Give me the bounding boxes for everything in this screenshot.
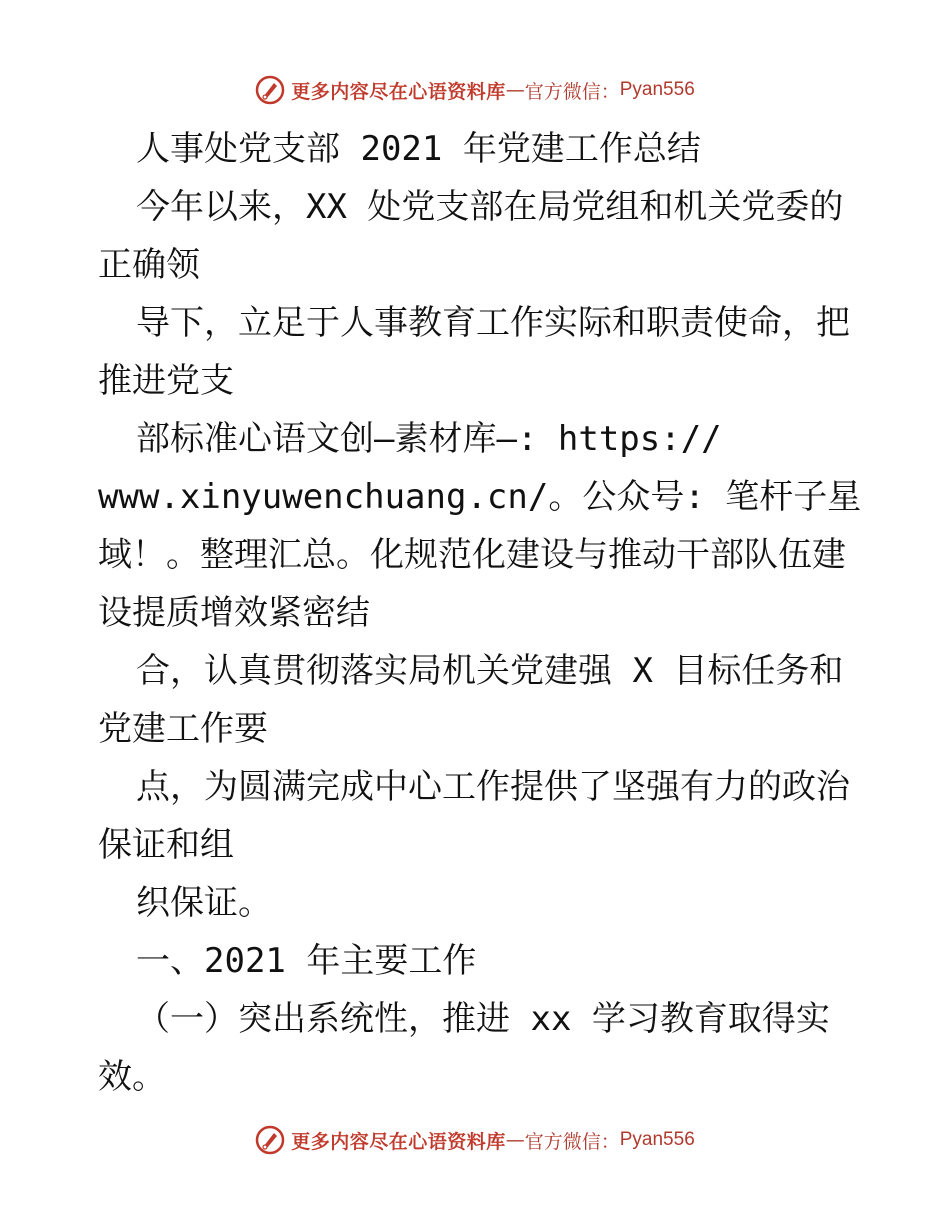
banner-brand-text: 更多内容尽在心语资料库 xyxy=(291,80,506,103)
text-line: 部标准心语文创—素材库—: https:// xyxy=(136,419,722,459)
text-line: 域！。整理汇总。化规范化建设与推动干部队伍建 xyxy=(98,535,846,575)
banner-wechat-handle: Pyan556 xyxy=(619,79,695,100)
banner-separator: — xyxy=(505,79,525,101)
text-line: 合，认真贯彻落实局机关党建强 X 目标任务和 xyxy=(136,651,844,691)
banner-wechat-handle: Pyan556 xyxy=(619,1129,695,1150)
text-line: www.xinyuwenchuang.cn/。公众号: 笔杆子星 xyxy=(98,477,862,517)
text-line: 导下，立足于人事教育工作实际和职责使命，把 xyxy=(136,303,850,343)
document-body xyxy=(98,120,862,1106)
text-line: 正确领 xyxy=(98,245,200,285)
banner-contact-label: 官方微信： xyxy=(524,1130,620,1153)
footer-banner xyxy=(0,1120,950,1160)
text-line: 设提质增效紧密结 xyxy=(98,593,370,633)
text-line: 点，为圆满完成中心工作提供了坚强有力的政治 xyxy=(136,767,850,807)
text-line: 织保证。 xyxy=(136,883,272,923)
header-banner xyxy=(0,70,950,110)
text-line: 一、2021 年主要工作 xyxy=(136,941,477,981)
text-line: 保证和组 xyxy=(98,825,234,865)
text-line: （一）突出系统性，推进 xx 学习教育取得实 xyxy=(136,999,830,1039)
banner-separator: — xyxy=(505,1129,525,1151)
text-line: 人事处党支部 2021 年党建工作总结 xyxy=(136,129,701,169)
pen-nib-logo-icon xyxy=(255,1125,285,1155)
pen-nib-logo-icon xyxy=(255,75,285,105)
text-line: 效。 xyxy=(98,1057,166,1097)
text-line: 推进党支 xyxy=(98,361,234,401)
text-line: 党建工作要 xyxy=(98,709,268,749)
banner-contact-label: 官方微信： xyxy=(524,80,620,103)
text-line: 今年以来，XX 处党支部在局党组和机关党委的 xyxy=(136,187,844,227)
banner-brand-text: 更多内容尽在心语资料库 xyxy=(291,1130,506,1153)
